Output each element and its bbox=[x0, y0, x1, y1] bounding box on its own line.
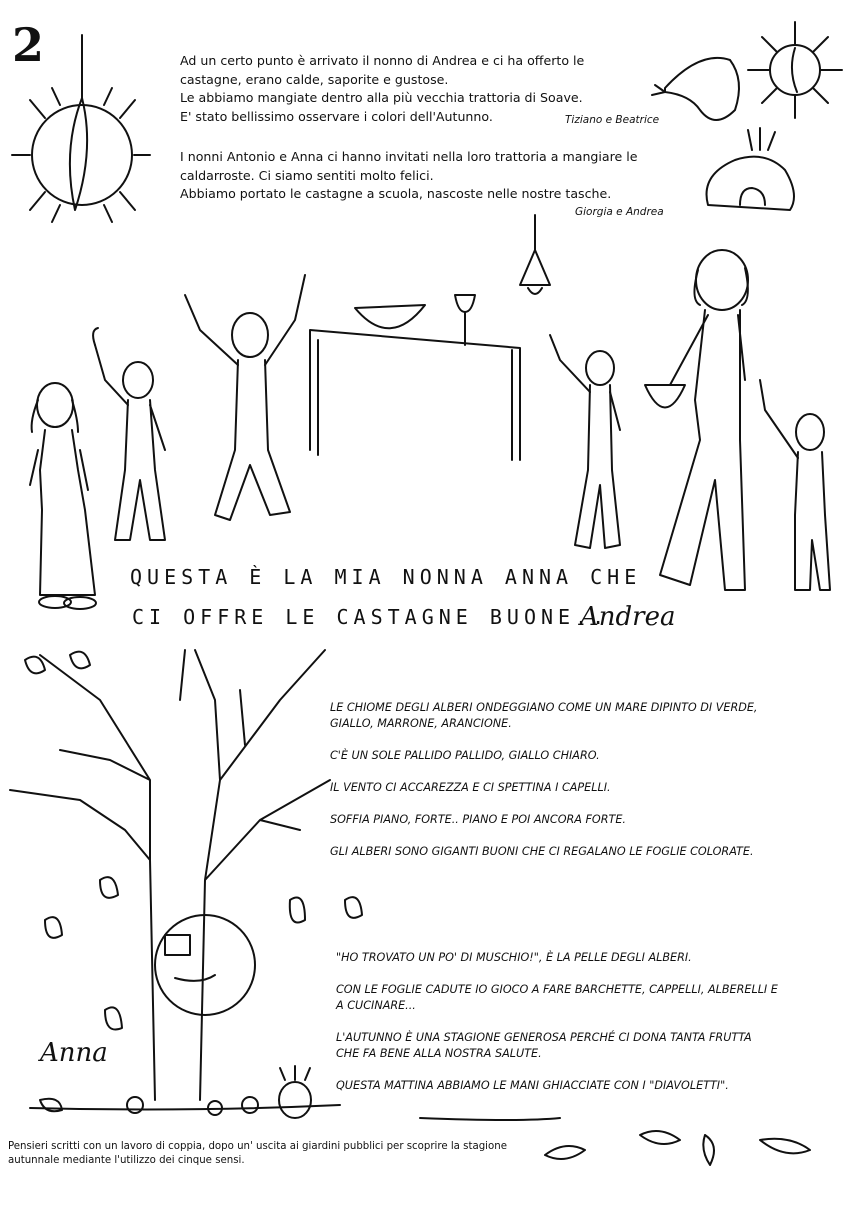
signature-tiziano-beatrice: Tiziano e Beatrice bbox=[565, 114, 660, 126]
poem-line: GLI ALBERI SONO GIGANTI BUONI CHE CI REGALANO LE FOGLIE COLORATE. bbox=[330, 845, 754, 858]
lamp-drawing bbox=[520, 215, 550, 294]
signature-anna: Anna bbox=[40, 1038, 108, 1068]
paragraph-1-line: castagne, erano calde, saporite e gustose. bbox=[180, 71, 449, 87]
drawing-caption-line-1: QUESTA È LA MIA NONNA ANNA CHE bbox=[130, 565, 642, 589]
woman-figure bbox=[30, 383, 96, 609]
footer-caption: Pensieri scritti con un lavoro di coppia, dopo un' uscita ai giardini pubblici per scoprire la stagione autunnale mediante l'utilizzo dei cinque sensi. bbox=[8, 1141, 507, 1166]
poem-line: QUESTA MATTINA ABBIAMO LE MANI GHIACCIATE CON I "DIAVOLETTI". bbox=[336, 1079, 729, 1092]
poem-line: SOFFIA PIANO, FORTE.. PIANO E POI ANCORA FORTE. bbox=[330, 813, 626, 826]
poem-line: CON LE FOGLIE CADUTE IO GIOCO A FARE BARCHETTE, CAPPELLI, ALBERELLI E A CUCINARE... bbox=[336, 983, 778, 1012]
signature-andrea: Andrea bbox=[580, 602, 676, 632]
paragraph-1-line: Le abbiamo mangiate dentro alla più vecchia trattoria di Soave. bbox=[180, 90, 583, 105]
poem-group-2 bbox=[336, 950, 836, 1094]
paragraph-2-line: Abbiamo portato le castagne a scuola, nascoste nelle nostre tasche. bbox=[180, 186, 612, 201]
poem-group-1 bbox=[330, 700, 830, 860]
paragraph-2-line: caldarroste. Ci siamo sentiti molto felici. bbox=[180, 167, 434, 183]
drawing-caption-line-2: CI OFFRE LE CASTAGNE BUONE.. bbox=[132, 605, 610, 629]
boy-figure-2 bbox=[185, 275, 305, 520]
poem-line: "HO TROVATO UN PO' DI MUSCHIO!", È LA PELLE DEGLI ALBERI. bbox=[336, 951, 692, 964]
boy-figure-1 bbox=[93, 328, 165, 540]
signature-giorgia-andrea: Giorgia e Andrea bbox=[575, 206, 664, 218]
poem-line: IL VENTO CI ACCAREZZA E CI SPETTINA I CAPELLI. bbox=[330, 781, 611, 794]
table-drawing bbox=[310, 295, 520, 460]
poem-line: LE CHIOME DEGLI ALBERI ONDEGGIANO COME UN MARE DIPINTO DI VERDE, GIALLO, MARRONE, ARANCIONE. bbox=[330, 701, 758, 730]
boy-figure-3 bbox=[550, 335, 620, 548]
paragraph-1-line: E' stato bellissimo osservare i colori dell'Autunno. bbox=[180, 108, 493, 124]
paragraph-2-line: I nonni Antonio e Anna ci hanno invitati nella loro trattoria a mangiare le bbox=[180, 149, 638, 164]
sun-drawing-left bbox=[12, 35, 150, 222]
sun-drawing-right bbox=[748, 22, 842, 118]
paragraph-1-line: Ad un certo punto è arrivato il nonno di Andrea e ci ha offerto le bbox=[180, 53, 585, 68]
poem-line: C'È UN SOLE PALLIDO PALLIDO, GIALLO CHIARO. bbox=[330, 749, 600, 762]
boy-figure-4 bbox=[760, 380, 830, 590]
grandmother-figure bbox=[645, 250, 748, 590]
poem-line: L'AUTUNNO È UNA STAGIONE GENEROSA PERCHÉ CI DONA TANTA FRUTTA CHE FA BENE ALLA NOSTRA SALUTE. bbox=[336, 1031, 752, 1060]
page-number: 2 bbox=[12, 18, 45, 72]
